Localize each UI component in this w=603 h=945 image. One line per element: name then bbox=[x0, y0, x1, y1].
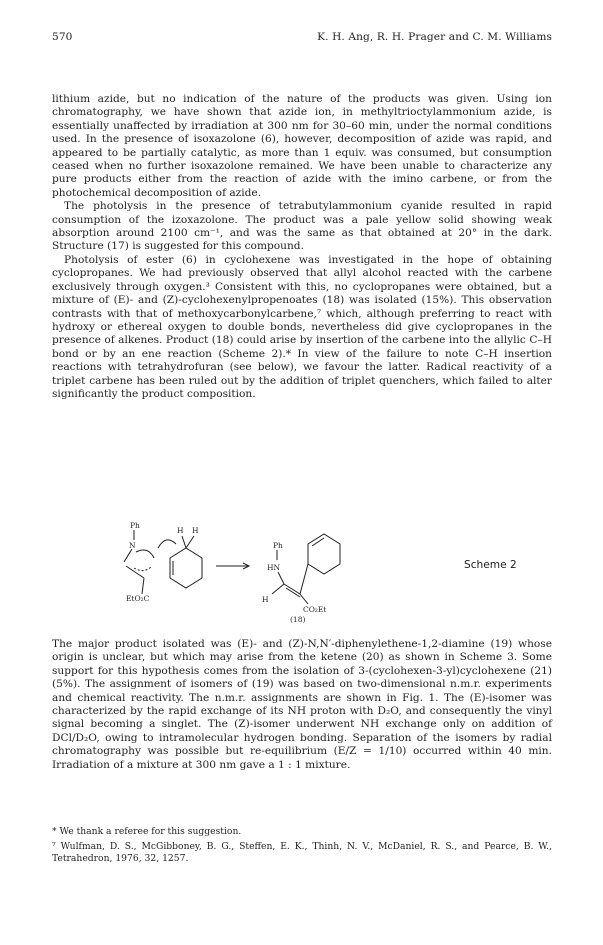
paragraph-diamine: The major product isolated was (E)- and (Z)-N,N′-diphenylethene-1,2-diamine (19) whose origin is unclear, but which may arise from the ketene (20) as shown in Scheme 3. Some support for this hypothesis comes from the isolation of 3-(cyclohexen-3-yl)cyclohexene (21) (5%). The assignment of isomers of (19) was based on two-dimensional n.m.r. experiments and chemical reactivity. The n.m.r. assignments are shown in Fig. 1. The (E)-isomer was characterized by the rapid exchange of its NH proton with D₂O, and consequently the vinyl signal becoming a singlet. The (Z)-isomer underwent NH exchange only on addition of DCl/D₂O, owing to intramolecular hydrogen bonding. Separation of the isomers by radial chromatography was possible but re-equilibrium (E/Z = 1/10) occurred within 40 min. Irradiation of a mixture at 300 nm gave a 1 : 1 mixture. bbox=[52, 638, 552, 771]
running-header bbox=[52, 31, 552, 43]
footnote-ref-7: ⁷ Wulfman, D. S., McGibboney, B. G., Steffen, E. K., Thinh, N. V., McDaniel, R. S., and Pearce, B. W., Tetrahedron, 1976, 32, 1257. bbox=[52, 841, 552, 864]
h-bond-1 bbox=[182, 536, 186, 548]
label-ph-right: Ph bbox=[273, 541, 283, 550]
compound-number-18: (18) bbox=[290, 615, 306, 624]
label-ester-left: EtO₂C bbox=[126, 594, 150, 603]
cyclohexene-ring-right bbox=[308, 534, 340, 574]
alkene-bond-a bbox=[284, 584, 300, 594]
footnote-star: * We thank a referee for this suggestion. bbox=[52, 826, 242, 837]
label-hn-right: HN bbox=[267, 563, 281, 572]
c-ester-bond bbox=[142, 578, 144, 594]
label-h-right: H bbox=[262, 595, 269, 604]
label-h1-left: H bbox=[177, 526, 184, 535]
n-c-bond bbox=[124, 549, 132, 562]
curved-arrow-3 bbox=[158, 540, 176, 548]
scheme-2-structures bbox=[112, 516, 432, 626]
label-n-left: N bbox=[129, 541, 136, 550]
footnotes bbox=[52, 826, 552, 868]
body-text bbox=[52, 93, 552, 401]
paragraph-cyanide: The photolysis in the presence of tetrabutylammonium cyanide resulted in rapid consumption of the izoxazolone. The product was a pale yellow solid showing weak absorption around 2100 cm⁻¹, and was the same as that obtained at 20° in the dark. Structure (17) is suggested for this compound. bbox=[52, 200, 552, 253]
nh-c-bond bbox=[278, 572, 284, 584]
scheme-2-figure bbox=[52, 516, 552, 626]
scheme-label: Scheme 2 bbox=[464, 559, 517, 571]
c-ester-bond-right bbox=[300, 594, 308, 604]
author-line: K. H. Ang, R. H. Prager and C. M. Williams bbox=[317, 31, 552, 43]
paragraph-cyclohexene: Photolysis of ester (6) in cyclohexene was investigated in the hope of obtaining cyclopropanes. We had previously observed that allyl alcohol reacted with the carbene exclusively through oxygen.³ Consistent with this, no cyclopropanes were obtained, but a mixture of (E)- and (Z)-cyclohexenylpropenoates (18) was isolated (15%). This observation contrasts with that of methoxycarbonylcarbene,⁷ which, although preferring to react with hydroxy or ethereal oxygen to double bonds, nevertheless did give cyclopropanes in the presence of alkenes. Product (18) could arise by insertion of the carbene into the allylic C–H bond or by an ene reaction (Scheme 2).* In view of the failure to note C–H insertion reactions with tetrahydrofuran (see below), we favour the latter. Radical reactivity of a triplet carbene has been ruled out by the addition of triplet quenchers, which failed to alter significantly the product composition. bbox=[52, 253, 552, 400]
paragraph-azide: lithium azide, but no indication of the nature of the products was given. Using ion chromatography, we have shown that azide ion, in methyltrioctylammonium azide, is essentially unaffected by irradiation at 300 nm for 30–60 min, under the normal conditions used. In the presence of isoxazolone (6), however, decomposition of azide was rapid, and appeared to be partially catalytic, as more than 1 equiv. was consumed, but consumption ceased when no further isoxazolone remained. We have been unable to characterize any pure products either from the reaction of azide with the imino carbene, or from the photochemical decomposition of azide. bbox=[52, 93, 552, 199]
label-h2-left: H bbox=[192, 526, 199, 535]
label-ester-right: CO₂Et bbox=[303, 605, 327, 614]
c-h-bond bbox=[272, 584, 284, 594]
c-ring-bond bbox=[300, 564, 308, 594]
curved-arrow-1 bbox=[136, 550, 154, 558]
label-ph-left: Ph bbox=[130, 521, 140, 530]
cyclohexene-ring-left bbox=[170, 548, 202, 588]
h-bond-2 bbox=[186, 536, 194, 548]
c-c-bond bbox=[126, 566, 144, 578]
page-number: 570 bbox=[52, 31, 73, 43]
body-text-after-scheme bbox=[52, 638, 552, 772]
curved-arrow-2 bbox=[134, 566, 152, 571]
ring-double-bond-right bbox=[312, 538, 324, 546]
